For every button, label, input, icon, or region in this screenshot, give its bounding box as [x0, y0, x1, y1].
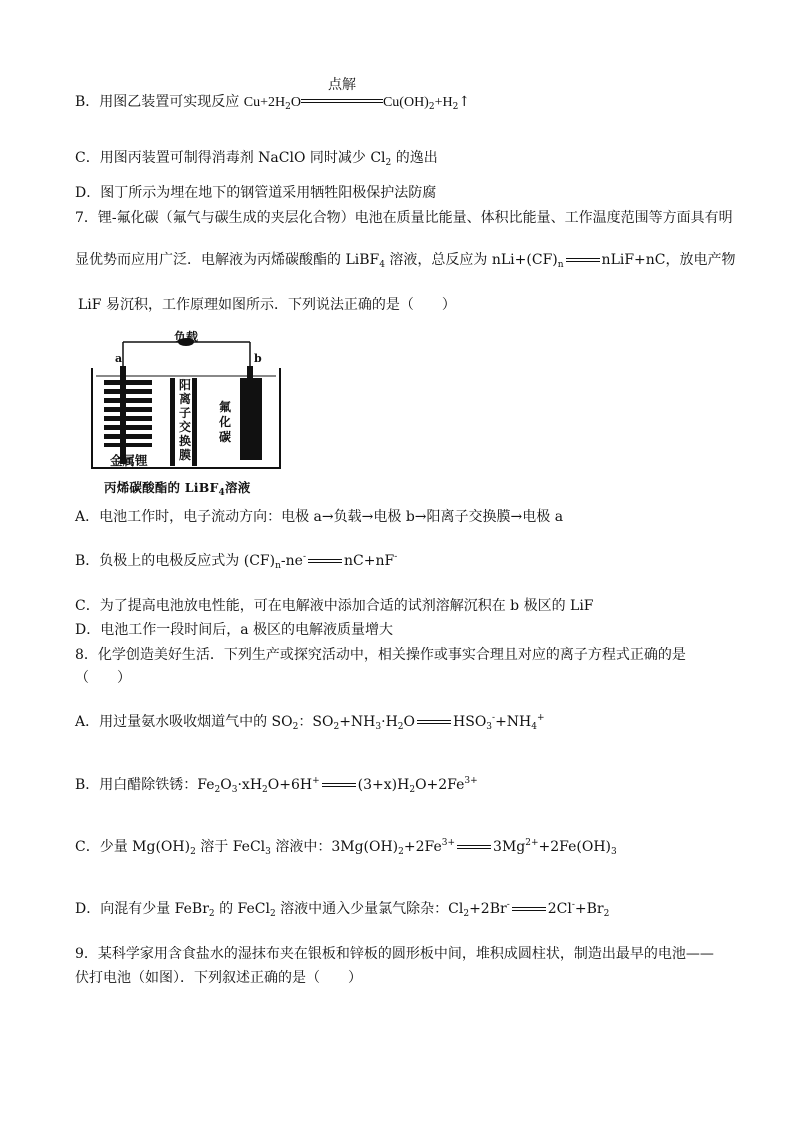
q8-option-d: D．向混有少量 FeBr$_2$ 的 FeCl$_2$ 溶液中通入少量氯气除杂：$Cl_2+2Br^-$ $2Cl^-+Br_2$: [75, 900, 610, 919]
battery-diagram: [90, 328, 285, 498]
q9-stem-line1: 9．某科学家用含食盐水的湿抹布夹在银板和锌板的圆形板中间，堆积成圆柱状，制造出最早的电池——: [75, 946, 714, 962]
electrode-a-label: a: [115, 352, 123, 365]
q6-option-c: C．用图丙装置可制得消毒剂 NaClO 同时减少 $Cl_2$ 的逸出: [75, 150, 438, 168]
membrane-label: 阳 离 子 交 换 膜: [178, 378, 191, 462]
q9-stem-line2: 伏打电池（如图）．下列叙述正确的是（ ）: [75, 970, 362, 986]
reaction-arrow: 点解: [301, 95, 383, 109]
q7-option-a: A．电池工作时，电子流动方向：电极 a→负载→电极 b→阳离子交换膜→电极 a: [75, 509, 564, 525]
q6-option-b: B．用图乙装置可实现反应 $Cu+2H_2O$ 点解 $Cu(OH)_2+H_2↑$: [75, 77, 471, 112]
q8-option-b: B．用白醋除铁锈：$Fe_2O_3\cdot xH_2O+6H^+$ $(3+x)H_2O+2Fe^{3+}$: [75, 776, 478, 795]
q8-option-c: C．少量 $Mg(OH)_2$ 溶于 FeCl$_3$ 溶液中：$3Mg(OH)_2+2Fe^{3+}$ $3Mg^{2+}+2Fe(OH)_3$: [75, 838, 617, 857]
carbon-fluoride-label: 氟 化 碳: [218, 400, 231, 444]
lithium-label: 金属锂: [110, 453, 148, 468]
q8-stem: 8．化学创造美好生活．下列生产或探究活动中，相关操作或事实合理且对应的离子方程式正确的是: [75, 647, 686, 663]
q7-option-d: D．电池工作一段时间后，a 极区的电解液质量增大: [75, 622, 394, 638]
load-label: 负载: [174, 330, 199, 344]
q6-option-d: D．图丁所示为埋在地下的钢管道采用牺牲阳极保护法防腐: [75, 185, 437, 201]
electrode-b-label: b: [254, 352, 262, 365]
q7-option-b: B．负极上的电极反应式为 $(CF)_n-ne^-$ nC+nF-: [75, 552, 398, 571]
q8-option-a: A．用过量氨水吸收烟道气中的 $SO_2$：$SO_2+NH_3\cdot H_2O$ $HSO_3^-+NH_4^+$: [75, 713, 545, 732]
q8-paren: （ ）: [75, 670, 131, 686]
q7-stem-line1: 7．锂-氟化碳（氟气与碳生成的夹层化合物）电池在质量比能量、体积比能量、工作温度范围等方面具有明: [75, 210, 733, 226]
q7-stem-line3: LiF 易沉积，工作原理如图所示．下列说法正确的是（ ）: [78, 297, 456, 313]
q7-option-c: C．为了提高电池放电性能，可在电解液中添加合适的试剂溶解沉积在 b 极区的 LiF: [75, 598, 594, 614]
q7-stem-line2: 显优势而应用广泛．电解液为丙烯碳酸酯的 LiBF$_4$ 溶液，总反应为 $nLi+(CF)_n$ nLiF+nC，放电产物: [75, 252, 736, 270]
figure-caption: 丙烯碳酸酯的 LiBF$_4$溶液: [104, 480, 251, 498]
